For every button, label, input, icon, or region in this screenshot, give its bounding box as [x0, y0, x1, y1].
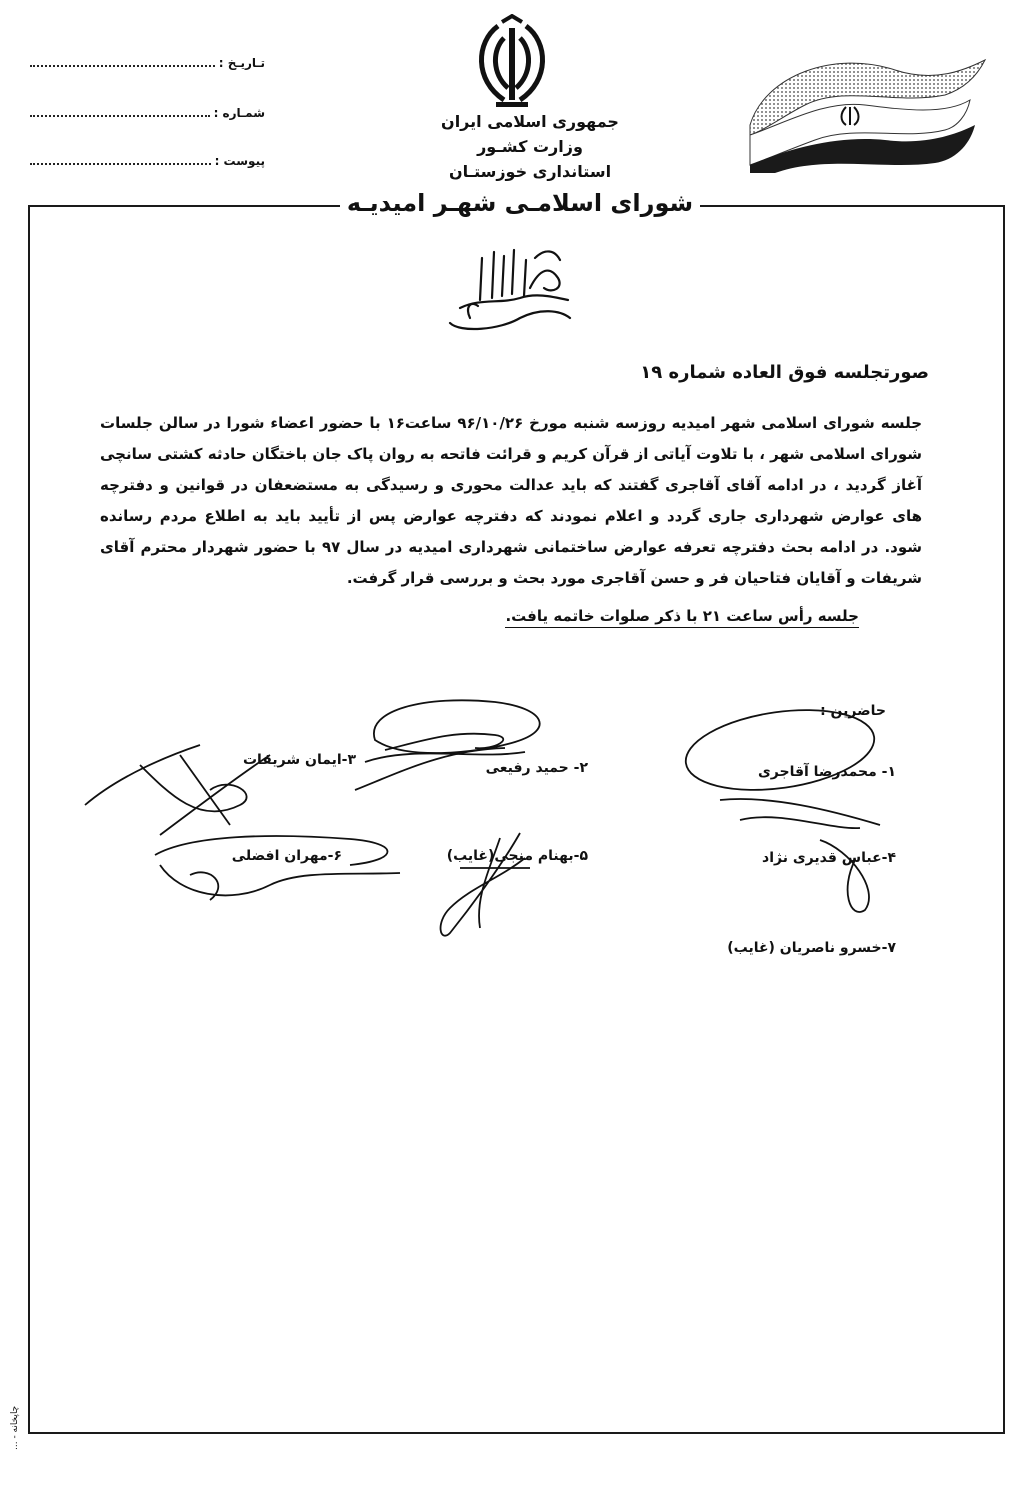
- number-field: [30, 100, 265, 120]
- attendee-4: ۴-عباس قدیری نژاد: [762, 850, 896, 866]
- attendees-label: حاضرین :: [820, 703, 886, 719]
- date-dots: [30, 55, 215, 67]
- document-closing: جلسه رأس ساعت ۲۱ با ذکر صلوات خاتمه یافت.: [505, 607, 859, 628]
- document-frame: [28, 205, 1005, 1434]
- attendee-3: ۳-ایمان شریفات: [242, 752, 356, 768]
- header-republic: جمهوری اسلامی ایران: [441, 112, 619, 131]
- iran-flag-icon: [745, 55, 995, 175]
- attachment-label: پیوست :: [214, 154, 265, 168]
- printer-side-note: [8, 1340, 28, 1450]
- number-dots: [30, 105, 210, 117]
- attendee-1: ۱- محمدرضا آقاجری: [757, 764, 896, 780]
- iran-emblem-icon: [468, 14, 556, 110]
- attachment-dots: [30, 153, 211, 165]
- council-title: شورای اسلامـی شهـر امیدیـه: [340, 189, 700, 217]
- attendee-7: ۷-خسرو ناصریان (غایب): [727, 940, 896, 956]
- attendee-6: ۶-مهران افضلی: [231, 848, 342, 864]
- document-title: صورتجلسه فوق العاده شماره ۱۹: [640, 362, 929, 383]
- document-body: جلسه شورای اسلامی شهر امیدیه روزسه شنبه مورخ ۹۶/۱۰/۲۶ ساعت۱۶ با حضور اعضاء شورا در سالن جلسات شورای اسلامی شهر ، با تلاوت آیاتی از قرآن کریم و قرائت فاتحه به روان پاک جان باختگان حادثه کشتی سانچی آغاز گردید ، در ادامه آقای آقاجری گفتند که باید عدالت محوری و رسیدگی به مستضعفان در قوانین و دفترچه های عوارض شهرداری جاری گردد و اعلام نمودند که دفترچه عوارض پس از تأیید باید به اطلاع مردم رسانده شود. در ادامه بحث دفترچه تعرفه عوارض ساختمانی شهرداری امیدیه در سال ۹۷ با حضور شهردار محترم آقای شریفات و آقایان فتاحیان فر و حسن آقاجری مورد بحث و بررسی قرار گرفت.: [100, 414, 923, 587]
- date-label: تـاریـخ :: [218, 56, 265, 70]
- attendee-2: ۲- حمید رفیعی: [485, 760, 588, 776]
- side-note-text: چاپخانه - ...: [10, 1405, 20, 1450]
- header-ministry: وزارت کشـور: [477, 137, 583, 156]
- date-field: [30, 50, 265, 70]
- header-governorate: استانداری خوزستـان: [448, 162, 612, 181]
- basmala-calligraphy: [440, 238, 580, 338]
- attachment-field: [30, 148, 265, 168]
- number-label: شمـاره :: [213, 106, 265, 120]
- attendee-5: ۵-بهنام منجی(غایب): [446, 848, 588, 864]
